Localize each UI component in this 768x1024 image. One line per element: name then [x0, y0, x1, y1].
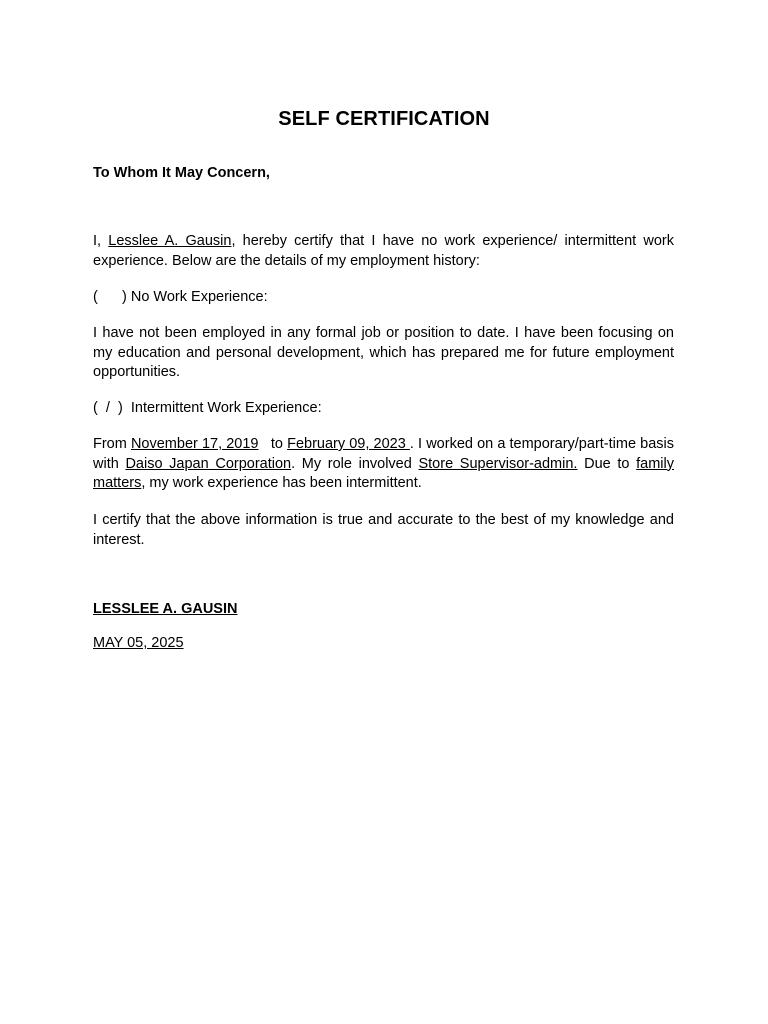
intermittent-text-4: , my work experience has been intermittent. [141, 475, 422, 492]
applicant-name: Lesslee A. Gausin [108, 233, 232, 249]
signature-date: MAY 05, 2025 [93, 635, 184, 651]
intermittent-option [93, 399, 674, 419]
from-label: From [93, 436, 131, 452]
intermittent-checkbox: ( / ) [93, 400, 123, 416]
intermittent-paragraph [93, 435, 674, 494]
document-title: SELF CERTIFICATION [278, 108, 490, 130]
intro-paragraph [93, 232, 674, 271]
intermittent-label: Intermittent Work Experience: [122, 400, 322, 416]
intermittent-text-3: Due to [577, 455, 637, 472]
intermittent-text-2: . My role involved [291, 455, 419, 472]
role-name: Store Supervisor-admin. [418, 455, 578, 472]
reason: family matters [93, 455, 675, 492]
start-date: November 17, 2019 [130, 436, 259, 452]
intro-prefix: I, [93, 233, 109, 249]
certification-paragraph: I certify that the above information is true and accurate to the best of my knowledge and interest. [93, 512, 674, 548]
to-label: to [258, 436, 288, 452]
no-experience-option [93, 288, 674, 308]
salutation: To Whom It May Concern, [93, 165, 270, 181]
no-experience-label: No Work Experience: [126, 289, 268, 305]
end-date: February 09, 2023 [287, 436, 410, 452]
no-experience-paragraph: I have not been employed in any formal job or position to date. I have been focusing on my education and personal development, which has prepared me for future employment opportunities. [93, 325, 674, 381]
intro-suffix: , hereby certify that I have no work experience/ intermittent work experience. Below are the details of my employment history: [93, 233, 674, 269]
company-name: Daiso Japan Corporation [125, 455, 292, 472]
signature-name: LESSLEE A. GAUSIN [93, 601, 238, 617]
no-experience-checkbox: ( ) [93, 289, 127, 305]
intermittent-text-1: . I worked on a temporary/part-time basis with [93, 436, 674, 472]
